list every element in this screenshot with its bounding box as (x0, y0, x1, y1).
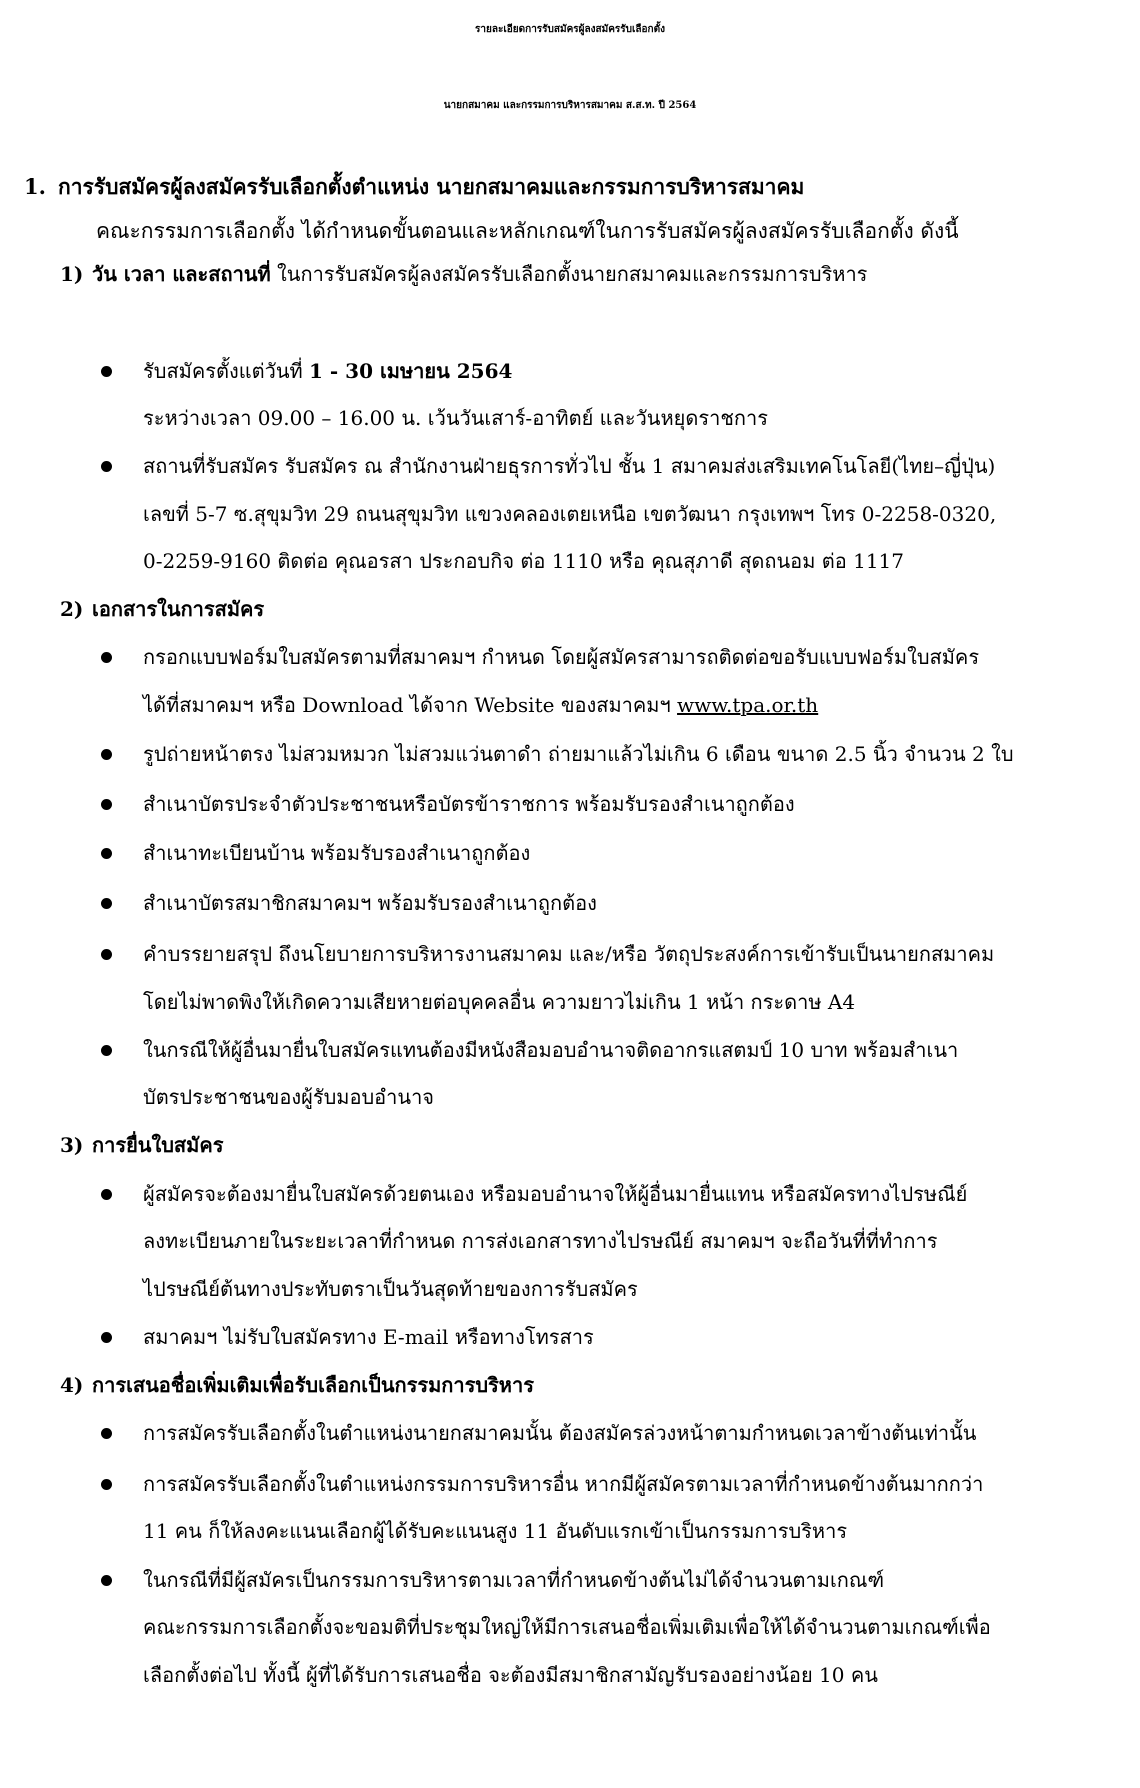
sub2-bullet6-line1: คำบรรยายสรุป ถึงนโยบายการบริหารงานสมาคม และ/หรือ วัตถุประสงค์การเข้ารับเป็นนายกสมาคม (143, 942, 995, 966)
bullet-icon (101, 1575, 112, 1586)
sub3-bullet1-line2: ลงทะเบียนภายในระยะเวลาที่กำหนด การส่งเอกสารทางไปรษณีย์ สมาคมฯ จะถือวันที่ที่ทำการ (143, 1229, 938, 1253)
sub4-number: 4) (60, 1373, 84, 1397)
bullet-icon (101, 848, 112, 859)
sub1-heading: วัน เวลา และสถานที่ (92, 262, 271, 286)
sub4-heading: การเสนอชื่อเพิ่มเติมเพื่อรับเลือกเป็นกรรมการบริหาร (92, 1373, 534, 1397)
sub4-bullet2-line2: 11 คน ก็ให้ลงคะแนนเลือกผู้ได้รับคะแนนสูง 11 อันดับแรกเข้าเป็นกรรมการบริหาร (143, 1519, 848, 1543)
sub3-bullet1-line3: ไปรษณีย์ต้นทางประทับตราเป็นวันสุดท้ายของการรับสมัคร (143, 1277, 638, 1301)
document-title-line1: รายละเอียดการรับสมัครผู้ลงสมัครรับเลือกตั้ง (475, 24, 665, 35)
bullet-icon (101, 1045, 112, 1056)
sub3-bullet1-line1: ผู้สมัครจะต้องมายื่นใบสมัครด้วยตนเอง หรือมอบอำนาจให้ผู้อื่นมายื่นแทน หรือสมัครทางไปรษณีย์ (143, 1182, 968, 1206)
sub1-heading-rest: ในการรับสมัครผู้ลงสมัครรับเลือกตั้งนายกสมาคมและกรรมการบริหาร (270, 262, 868, 286)
sub2-bullet7-line2: บัตรประชาชนของผู้รับมอบอำนาจ (143, 1085, 435, 1109)
sub4-bullet3-line3: เลือกตั้งต่อไป ทั้งนี้ ผู้ที่ได้รับการเสนอชื่อ จะต้องมีสมาชิกสามัญรับรองอย่างน้อย 10 คน (143, 1663, 878, 1687)
sub3-number: 3) (60, 1133, 84, 1157)
sub3-heading: การยื่นใบสมัคร (92, 1133, 224, 1157)
bullet-icon (101, 898, 112, 909)
sub2-bullet1-line2 (143, 690, 818, 720)
document-title-line2: นายกสมาคม และกรรมการบริหารสมาคม ส.ส.ท. ปี 2564 (443, 100, 697, 111)
sub2-bullet1-line2-pre: ได้ที่สมาคมฯ หรือ Download ได้จาก Website ของสมาคมฯ (143, 693, 678, 717)
sub1-bullet1-pre: รับสมัครตั้งแต่วันที่ (143, 359, 310, 383)
sub2-bullet2: รูปถ่ายหน้าตรง ไม่สวมหมวก ไม่สวมแว่นตาดำ ถ่ายมาแล้วไม่เกิน 6 เดือน ขนาด 2.5 นิ้ว จำนวน 2 ใบ (143, 742, 1014, 766)
sub4-bullet3-line1: ในกรณีที่มีผู้สมัครเป็นกรรมการบริหารตามเวลาที่กำหนดข้างต้นไม่ได้จำนวนตามเกณฑ์ (143, 1568, 885, 1592)
sub1-bullet2-line1: สถานที่รับสมัคร รับสมัคร ณ สำนักงานฝ่ายธุรการทั่วไป ชั้น 1 สมาคมส่งเสริมเทคโนโลยี(ไทย–ญี่ปุ่น) (143, 454, 996, 478)
sub2-bullet1-line1: กรอกแบบฟอร์มใบสมัครตามที่สมาคมฯ กำหนด โดยผู้สมัครสามารถติดต่อขอรับแบบฟอร์มใบสมัคร (143, 645, 980, 669)
sub2-bullet4: สำเนาทะเบียนบ้าน พร้อมรับรองสำเนาถูกต้อง (143, 841, 531, 865)
sub2-bullet7-line1: ในกรณีให้ผู้อื่นมายื่นใบสมัครแทนต้องมีหนังสือมอบอำนาจติดอากรแสตมป์ 10 บาท พร้อมสำเนา (143, 1038, 959, 1062)
sub1-number: 1) (60, 262, 84, 286)
section1-intro: คณะกรรมการเลือกตั้ง ได้กำหนดขั้นตอนและหลักเกณฑ์ในการรับสมัครผู้ลงสมัครรับเลือกตั้ง ดังนี้ (96, 219, 959, 243)
bullet-icon (101, 461, 112, 472)
sub1-bullet1-line2: ระหว่างเวลา 09.00 – 16.00 น. เว้นวันเสาร์-อาทิตย์ และวันหยุดราชการ (143, 406, 768, 430)
sub2-bullet6-line2: โดยไม่พาดพิงให้เกิดความเสียหายต่อบุคคลอื่น ความยาวไม่เกิน 1 หน้า กระดาษ A4 (143, 990, 856, 1014)
sub2-heading: เอกสารในการสมัคร (92, 597, 265, 621)
sub1-bullet1-dates: 1 - 30 เมษายน 2564 (309, 359, 513, 383)
bullet-icon (101, 1332, 112, 1343)
bullet-icon (101, 799, 112, 810)
website-link[interactable]: www.tpa.or.th (677, 693, 819, 717)
bullet-icon (101, 1479, 112, 1490)
bullet-icon (101, 1189, 112, 1200)
sub1-bullet2-line2: เลขที่ 5-7 ซ.สุขุมวิท 29 ถนนสุขุมวิท แขวงคลองเตยเหนือ เขตวัฒนา กรุงเทพฯ โทร 0-2258-0320, (143, 502, 997, 526)
bullet-icon (101, 652, 112, 663)
sub4-bullet3-line2: คณะกรรมการเลือกตั้งจะขอมติที่ประชุมใหญ่ให้มีการเสนอชื่อเพิ่มเติมเพื่อให้ได้จำนวนตามเกณฑ์เพื่อ (143, 1615, 991, 1639)
sub2-bullet3: สำเนาบัตรประจำตัวประชาชนหรือบัตรข้าราชการ พร้อมรับรองสำเนาถูกต้อง (143, 792, 795, 816)
sub2-bullet5: สำเนาบัตรสมาชิกสมาคมฯ พร้อมรับรองสำเนาถูกต้อง (143, 891, 597, 915)
sub2-number: 2) (60, 597, 84, 621)
bullet-icon (101, 1428, 112, 1439)
sub1-heading-line (92, 259, 867, 289)
sub4-bullet2-line1: การสมัครรับเลือกตั้งในตำแหน่งกรรมการบริหารอื่น หากมีผู้สมัครตามเวลาที่กำหนดข้างต้นมากกว่า (143, 1472, 984, 1496)
bullet-icon (101, 366, 112, 377)
sub1-bullet1-line1 (143, 356, 512, 386)
bullet-icon (101, 949, 112, 960)
section1-number: 1. (24, 174, 46, 199)
sub1-bullet2-line3: 0-2259-9160 ติดต่อ คุณอรสา ประกอบกิจ ต่อ 1110 หรือ คุณสุภาดี สุดถนอม ต่อ 1117 (143, 549, 904, 573)
bullet-icon (101, 749, 112, 760)
sub3-bullet2: สมาคมฯ ไม่รับใบสมัครทาง E-mail หรือทางโทรสาร (143, 1325, 594, 1349)
sub4-bullet1: การสมัครรับเลือกตั้งในตำแหน่งนายกสมาคมนั้น ต้องสมัครล่วงหน้าตามกำหนดเวลาข้างต้นเท่านั้น (143, 1421, 977, 1445)
section1-heading: การรับสมัครผู้ลงสมัครรับเลือกตั้งตำแหน่ง นายกสมาคมและกรรมการบริหารสมาคม (58, 174, 805, 199)
